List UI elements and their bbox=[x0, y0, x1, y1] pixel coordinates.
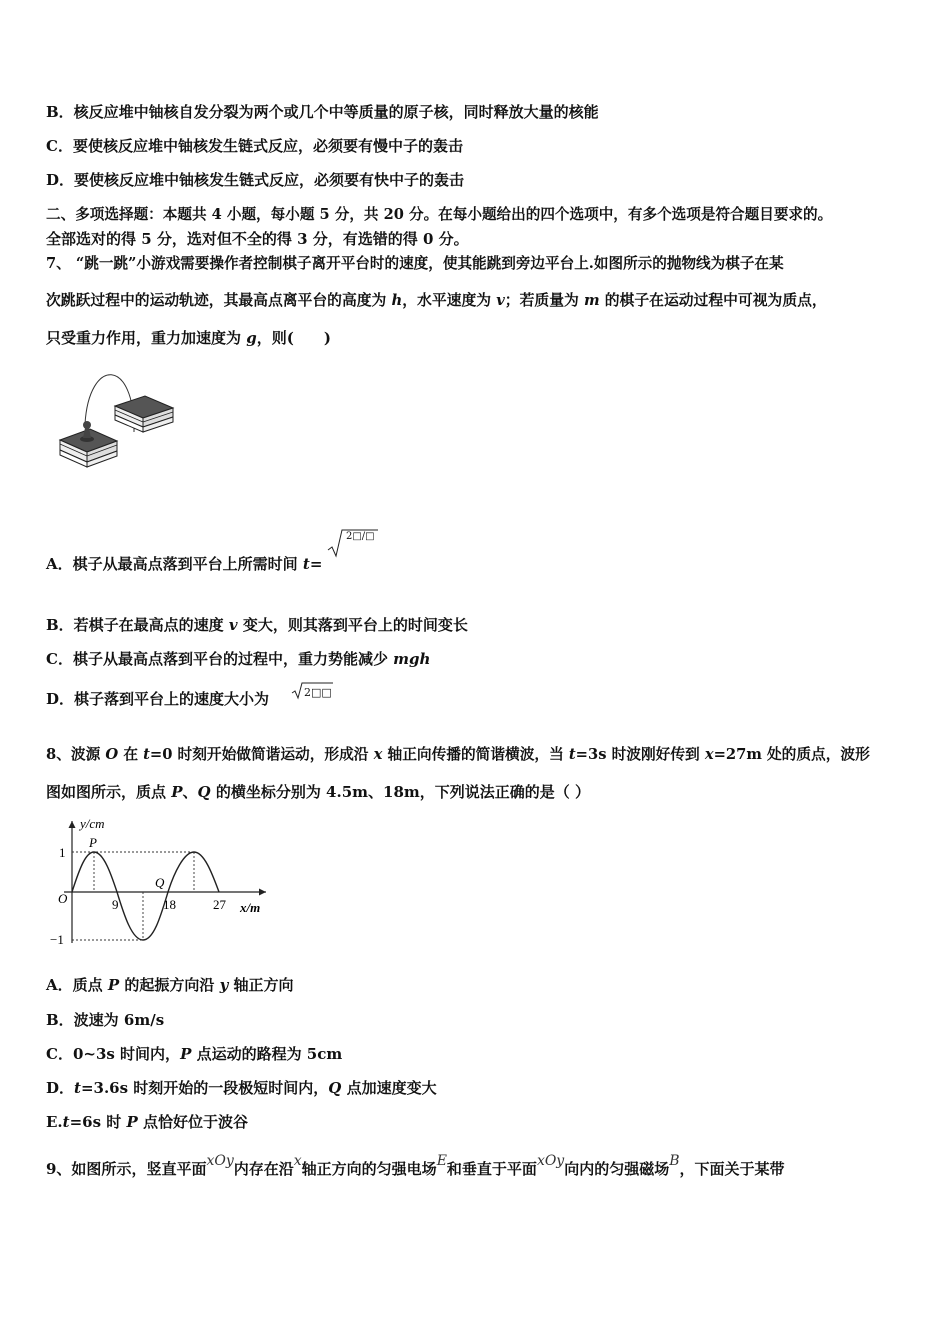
q8-option-b: B．波速为 6m/s bbox=[46, 1011, 165, 1029]
label-point-p: P bbox=[89, 835, 97, 850]
tick-y-bottom: −1 bbox=[50, 932, 64, 947]
section-header-line2: 全部选对的得 5 分，选对但不全的得 3 分，有选错的得 0 分。 bbox=[46, 230, 469, 248]
tick-x-27: 27 bbox=[213, 897, 226, 912]
q8-option-d: D．t=3.6s 时刻开始的一段极短时间内，Q 点加速度变大 bbox=[46, 1079, 437, 1097]
q7-stem-line1: 7、 “跳一跳”小游戏需要操作者控制棋子离开平台时的速度，使其能跳到旁边平台上.如图所示的抛物线为棋子在某 bbox=[46, 255, 784, 272]
x-axis-label: x/m bbox=[240, 900, 261, 915]
label-point-q: Q bbox=[155, 875, 165, 890]
sqrt-formula-d-text: 2□□ bbox=[304, 686, 332, 699]
sqrt-formula-a-text: 2□/□ bbox=[346, 531, 375, 542]
tick-x-9: 9 bbox=[112, 897, 119, 912]
y-axis-label: y/cm bbox=[80, 816, 105, 831]
tick-x-18: 18 bbox=[163, 897, 176, 912]
q7-option-d: D．棋子落到平台上的速度大小为 2□□ bbox=[46, 689, 269, 709]
q8-stem-line2: 图如图所示，质点 P、Q 的横坐标分别为 4.5m、18m，下列说法正确的是（ ） bbox=[46, 783, 590, 801]
q7-option-c: C．棋子从最高点落到平台的过程中，重力势能减少 mgh bbox=[46, 650, 431, 668]
tick-y-top: 1 bbox=[59, 845, 66, 860]
q7-stem-line2: 次跳跃过程中的运动轨迹，其最高点离平台的高度为 h，水平速度为 v；若质量为 m 的棋子在运动过程中可视为质点， bbox=[46, 292, 827, 309]
q6-option-d: D．要使核反应堆中铀核发生链式反应，必须要有快中子的轰击 bbox=[46, 171, 465, 189]
section-header-line1: 二、多项选择题：本题共 4 小题，每小题 5 分，共 20 分。在每小题给出的四个选项中，有多个选项是符合题目要求的。 bbox=[46, 206, 833, 223]
origin-label: O bbox=[58, 891, 68, 906]
q7-option-b: B．若棋子在最高点的速度 v 变大，则其落到平台上的时间变长 bbox=[46, 616, 468, 634]
q7-stem-line3: 只受重力作用，重力加速度为 g，则( ) bbox=[46, 329, 331, 347]
q8-wave-graph bbox=[44, 815, 280, 950]
q6-option-c: C．要使核反应堆中铀核发生链式反应，必须要有慢中子的轰击 bbox=[46, 137, 463, 155]
right-platform bbox=[115, 396, 173, 432]
q8-option-e: E.t=6s 时 P 点恰好位于波谷 bbox=[46, 1113, 249, 1131]
q8-option-c: C．0~3s 时间内，P 点运动的路程为 5cm bbox=[46, 1045, 343, 1063]
q7-option-a: A．棋子从最高点落到平台上所需时间 t= 2□/□ bbox=[46, 554, 322, 574]
q9-stem: 9、如图所示，竖直平面xOy内存在沿x轴正方向的匀强电场E和垂直于平面xOy向内的匀强磁场B，下面关于某带 bbox=[46, 1153, 785, 1178]
q8-option-a: A．质点 P 的起振方向沿 y 轴正方向 bbox=[46, 976, 294, 994]
q6-option-b: B．核反应堆中铀核自发分裂为两个或几个中等质量的原子核，同时释放大量的核能 bbox=[46, 103, 599, 121]
q7-figure bbox=[55, 372, 185, 477]
q8-stem-line1: 8、波源 O 在 t=0 时刻开始做简谐运动，形成沿 x 轴正向传播的简谐横波，当 t=3s 时波刚好传到 x=27m 处的质点，波形 bbox=[46, 746, 870, 763]
